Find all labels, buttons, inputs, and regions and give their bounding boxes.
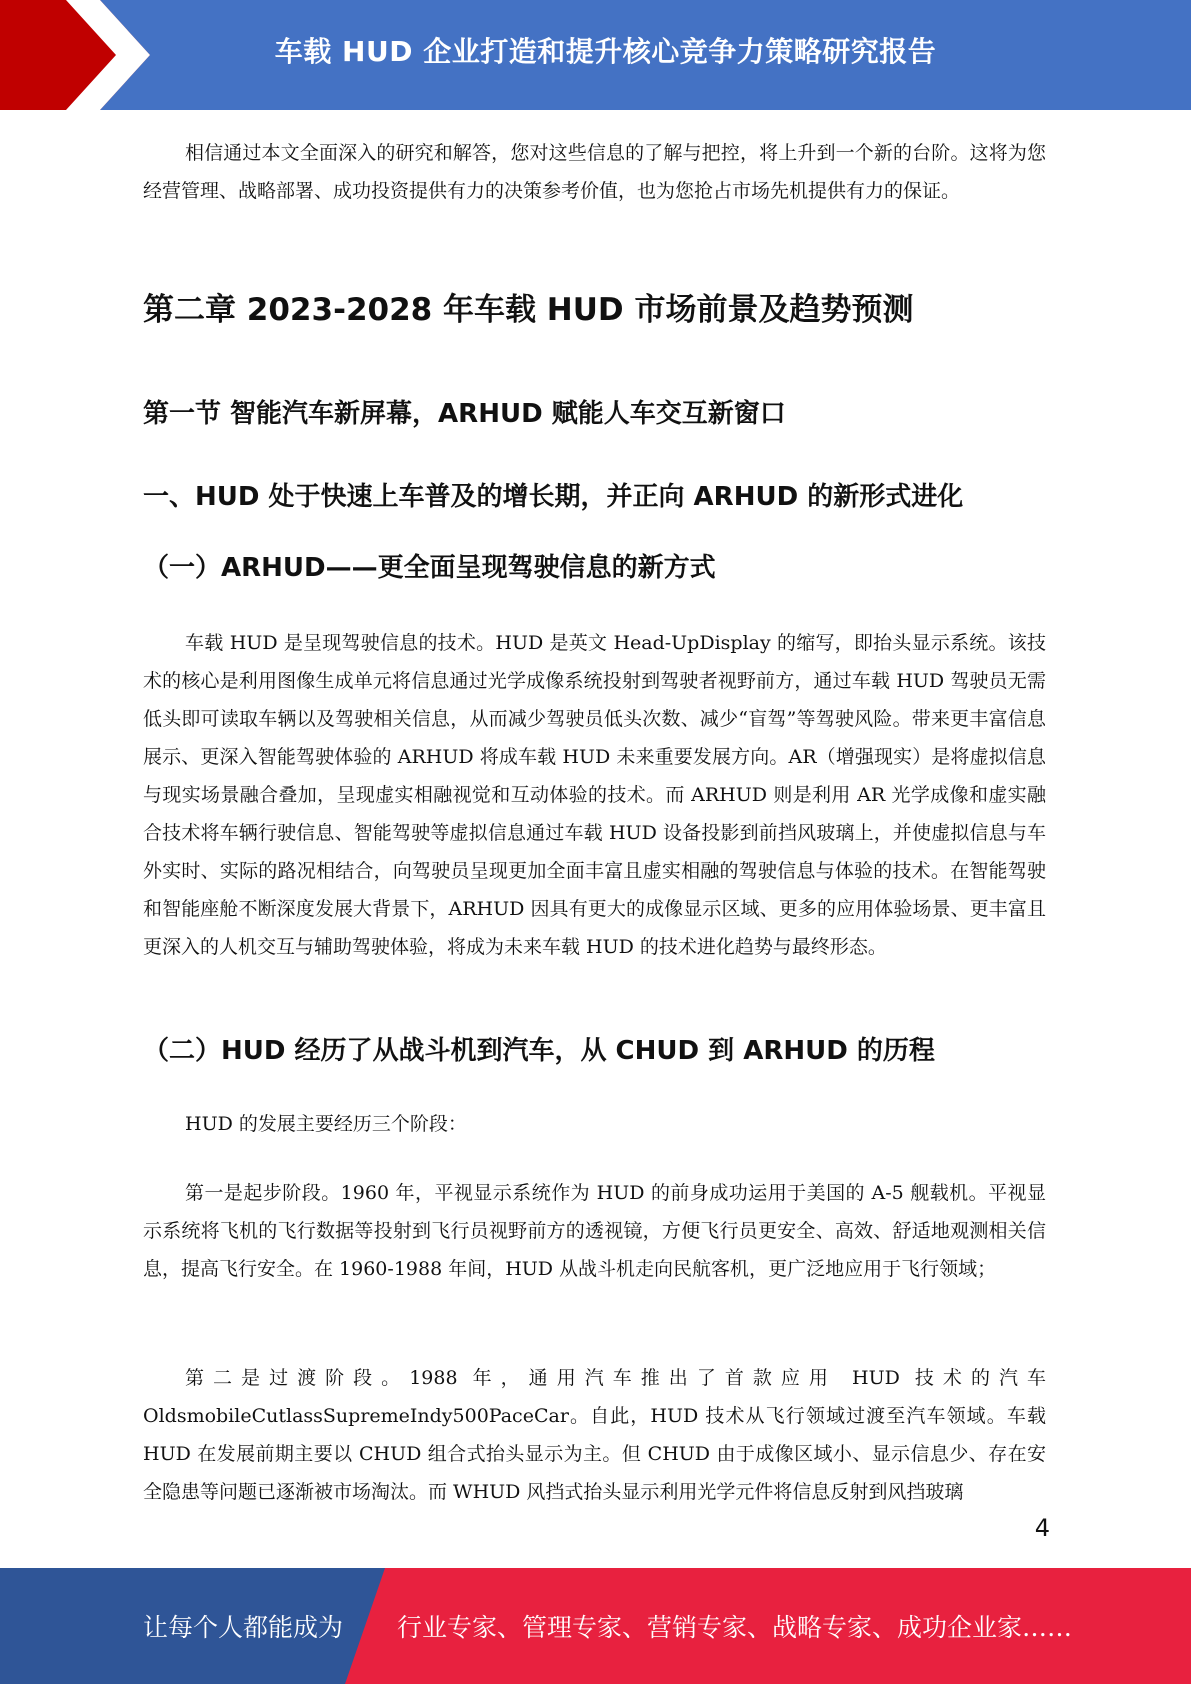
section-title: 第一节 智能汽车新屏幕，ARHUD 赋能人车交互新窗口: [143, 399, 786, 429]
footer-slogan-left: 让每个人都能成为: [143, 1613, 344, 1642]
page-number: 4: [1034, 1514, 1050, 1542]
report-title: 车载 HUD 企业打造和提升核心竞争力策略研究报告: [274, 35, 937, 68]
part1-paragraph: 车载 HUD 是呈现驾驶信息的技术。HUD 是英文 Head-UpDisplay 的缩写，即抬头显示系统。该技术的核心是利用图像生成单元将信息通过光学成像系统投射到驾驶者视野前方，通过车载 HUD 驾驶员无需低头即可读取车辆以及驾驶相关信息，从而减少驾驶员低头次数、减少“盲驾”等驾驶风险。带来更丰富信息展示、更深入智能驾驶体验的 ARHUD 将成车载 HUD 未来重要发展方向。AR（增强现实）是将虚拟信息与现实场景融合叠加，呈现虚实相融视觉和互动体验的技术。而 ARHUD 则是利用 AR 光学成像和虚实融合技术将车辆行驶信息、智能驾驶等虚拟信息通过车载 HUD 设备投影到前挡风玻璃上，并使虚拟信息与车外实时、实际的路况相结合，向驾驶员呈现更加全面丰富且虚实相融的驾驶信息与体验的技术。在智能驾驶和智能座舱不断深度发展大背景下，ARHUD 因具有更大的成像显示区域、更多的应用体验场景、更丰富且更深入的人机交互与辅助驾驶体验，将成为未来车载 HUD 的技术进化趋势与最终形态。: [143, 632, 1046, 958]
subsection-title: 一、HUD 处于快速上车普及的增长期，并正向 ARHUD 的新形式进化: [143, 482, 964, 512]
chapter-title: 第二章 2023-2028 年车载 HUD 市场前景及趋势预测: [143, 292, 914, 328]
header-arrow-icon: [0, 0, 160, 110]
part1-title: （一）ARHUD——更全面呈现驾驶信息的新方式: [143, 553, 716, 583]
intro-paragraph: 相信通过本文全面深入的研究和解答，您对这些信息的了解与把控，将上升到一个新的台阶。这将为您经营管理、战略部署、成功投资提供有力的决策参考价值，也为您抢占市场先机提供有力的保证。: [143, 142, 1046, 202]
page-footer: [0, 1568, 1191, 1684]
part2-intro-paragraph: HUD 的发展主要经历三个阶段：: [185, 1113, 467, 1135]
footer-slogan-right: 行业专家、管理专家、营销专家、战略专家、成功企业家……: [397, 1613, 1073, 1642]
stage2-paragraph: 第二是过渡阶段。1988 年，通用汽车推出了首款应用 HUD 技术的汽车 OldsmobileCutlassSupremeIndy500PaceCar。自此，HUD 技术从飞行领域过渡至汽车领域。车载 HUD 在发展前期主要以 CHUD 组合式抬头显示为主。但 CHUD 由于成像区域小、显示信息少、存在安全隐患等问题已逐渐被市场淘汰。而 WHUD 风挡式抬头显示利用光学元件将信息反射到风挡玻璃: [143, 1367, 1046, 1503]
stage1-paragraph: 第一是起步阶段。1960 年，平视显示系统作为 HUD 的前身成功运用于美国的 A-5 舰载机。平视显示系统将飞机的飞行数据等投射到飞行员视野前方的透视镜，方便飞行员更安全、高效、舒适地观测相关信息，提高飞行安全。在 1960-1988 年间，HUD 从战斗机走向民航客机，更广泛地应用于飞行领域；: [143, 1182, 1046, 1280]
page-header: [0, 0, 1191, 110]
part2-title: （二）HUD 经历了从战斗机到汽车，从 CHUD 到 ARHUD 的历程: [143, 1036, 935, 1066]
